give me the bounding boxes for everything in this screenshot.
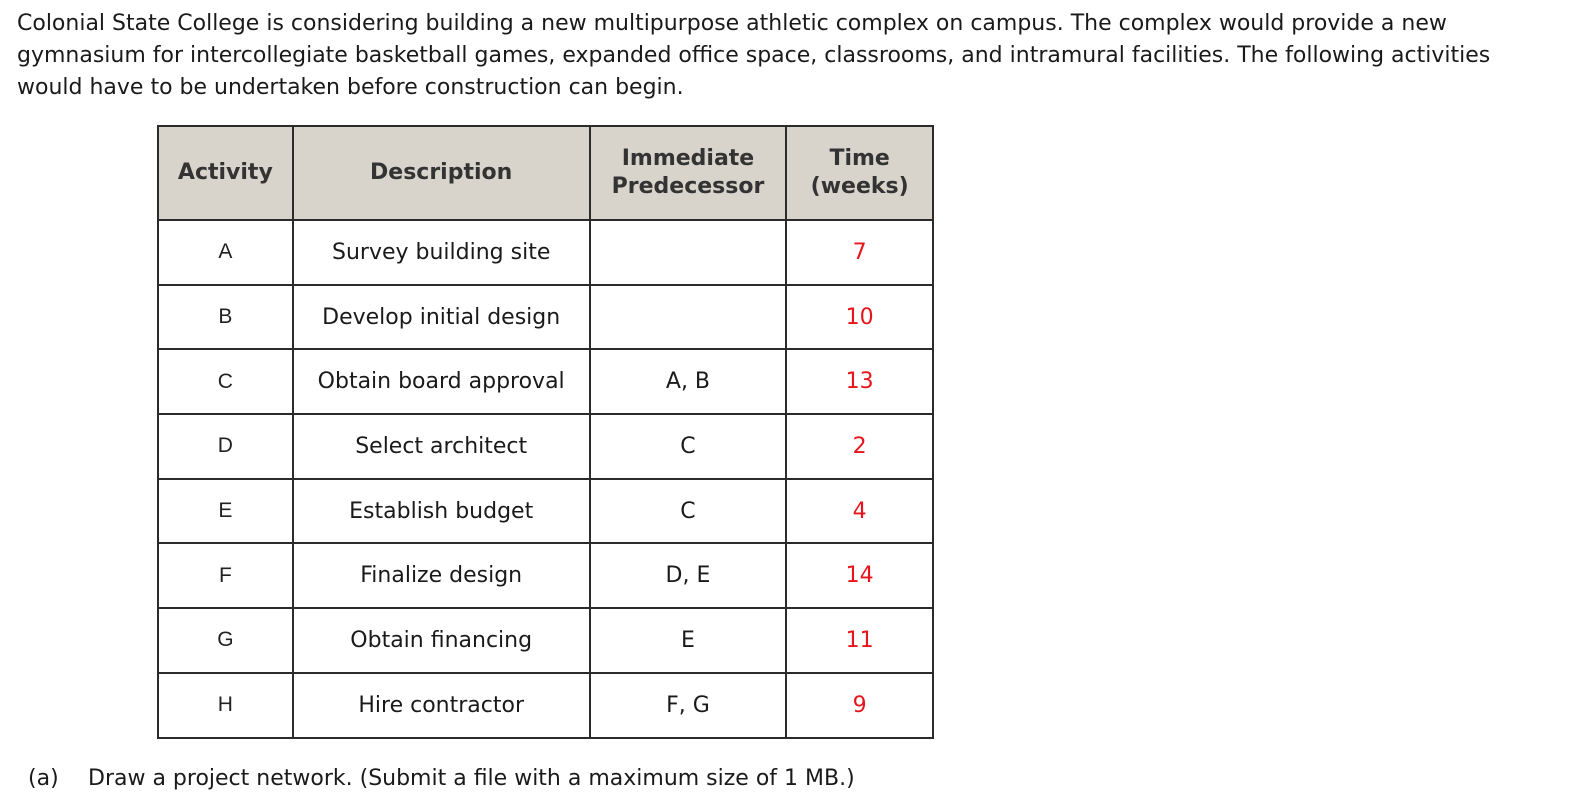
table-row: [158, 479, 933, 544]
activity-description: Finalize design: [293, 543, 590, 608]
activity-predecessor: E: [590, 608, 787, 673]
activity-id: A: [158, 220, 293, 285]
header-description: Description: [293, 126, 590, 220]
activity-predecessor: D, E: [590, 543, 787, 608]
activity-id: D: [158, 414, 293, 479]
header-predecessor-line1: Immediate: [621, 146, 755, 171]
problem-intro: Colonial State College is considering building a new multipurpose athletic complex on campus. The complex would provide a new gymnasium for intercollegiate basketball games, expanded office space, classrooms, and intramural facilities. The following activities would have to be undertaken before construction can begin.: [17, 11, 1491, 100]
activity-time: 14: [786, 543, 933, 608]
activity-description: Select architect: [293, 414, 590, 479]
activity-description: Develop initial design: [293, 285, 590, 350]
activity-time: 4: [786, 479, 933, 544]
activity-time: 13: [786, 349, 933, 414]
question-a: [28, 763, 855, 795]
activity-time: 10: [786, 285, 933, 350]
table-row: [158, 414, 933, 479]
activity-description: Survey building site: [293, 220, 590, 285]
activity-id: B: [158, 285, 293, 350]
table-row: [158, 349, 933, 414]
activity-id: G: [158, 608, 293, 673]
activity-description: Establish budget: [293, 479, 590, 544]
activity-time: 9: [786, 673, 933, 738]
table-row: [158, 285, 933, 350]
header-time-line2: (weeks): [810, 174, 909, 199]
activity-id: C: [158, 349, 293, 414]
question-label: (a): [28, 766, 59, 791]
header-time: [786, 126, 933, 220]
question-text: Draw a project network. (Submit a file with a maximum size of 1 MB.): [88, 766, 855, 791]
table-row: [158, 673, 933, 738]
activity-table: [157, 125, 934, 739]
activity-time: 2: [786, 414, 933, 479]
activity-description: Obtain board approval: [293, 349, 590, 414]
table-row: [158, 608, 933, 673]
activity-predecessor: [590, 220, 787, 285]
table-header-row: [158, 126, 933, 220]
activity-id: F: [158, 543, 293, 608]
activity-id: E: [158, 479, 293, 544]
header-activity: Activity: [158, 126, 293, 220]
table-row: [158, 220, 933, 285]
activity-description: Obtain financing: [293, 608, 590, 673]
activity-predecessor: F, G: [590, 673, 787, 738]
activity-id: H: [158, 673, 293, 738]
header-predecessor: [590, 126, 787, 220]
activity-time: 7: [786, 220, 933, 285]
activity-predecessor: C: [590, 479, 787, 544]
header-time-line1: Time: [829, 146, 890, 171]
activity-predecessor: A, B: [590, 349, 787, 414]
activity-predecessor: [590, 285, 787, 350]
activity-description: Hire contractor: [293, 673, 590, 738]
activity-predecessor: C: [590, 414, 787, 479]
activity-time: 11: [786, 608, 933, 673]
table-row: [158, 543, 933, 608]
header-predecessor-line2: Predecessor: [611, 174, 765, 199]
